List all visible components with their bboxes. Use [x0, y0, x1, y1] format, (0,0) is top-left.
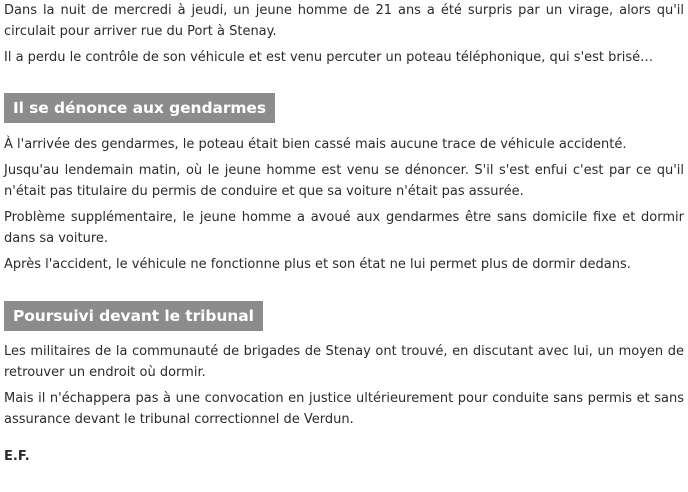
body-paragraph: Mais il n'échappera pas à une convocation en justice ultérieurement pour conduite sans permis et sans assurance devant le tribunal correctionnel de Verdun. — [4, 391, 684, 427]
body-paragraph: Après l'accident, le véhicule ne fonctionne plus et son état ne lui permet plus de dormir dedans. — [4, 257, 631, 272]
intro-paragraph: Dans la nuit de mercredi à jeudi, un jeune homme de 21 ans a été surpris par un virage, alors qu'il circulait pour arriver rue du Port à Stenay. — [4, 3, 684, 39]
intro-paragraph: Il a perdu le contrôle de son véhicule et est venu percuter un poteau téléphonique, qui s'est brisé… — [4, 50, 654, 65]
body-paragraph: À l'arrivée des gendarmes, le poteau était bien cassé mais aucune trace de véhicule accidenté. — [4, 137, 627, 152]
body-paragraph: Problème supplémentaire, le jeune homme a avoué aux gendarmes être sans domicile fixe et dormir dans sa voiture. — [4, 210, 684, 246]
body-paragraph: Les militaires de la communauté de brigades de Stenay ont trouvé, en discutant avec lui, un moyen de retrouver un endroit où dormir. — [4, 344, 684, 380]
body-paragraph: Jusqu'au lendemain matin, où le jeune homme est venu se dénoncer. S'il s'est enfui c'est par ce qu'il n'était pas titulaire du permis de conduire et que sa voiture n'était pas assurée. — [4, 163, 684, 199]
section-heading-gendarmes: Il se dénonce aux gendarmes — [4, 93, 275, 123]
section-heading-tribunal: Poursuivi devant le tribunal — [4, 301, 263, 331]
article-body — [4, 0, 684, 472]
author-signature: E.F. — [4, 449, 30, 464]
